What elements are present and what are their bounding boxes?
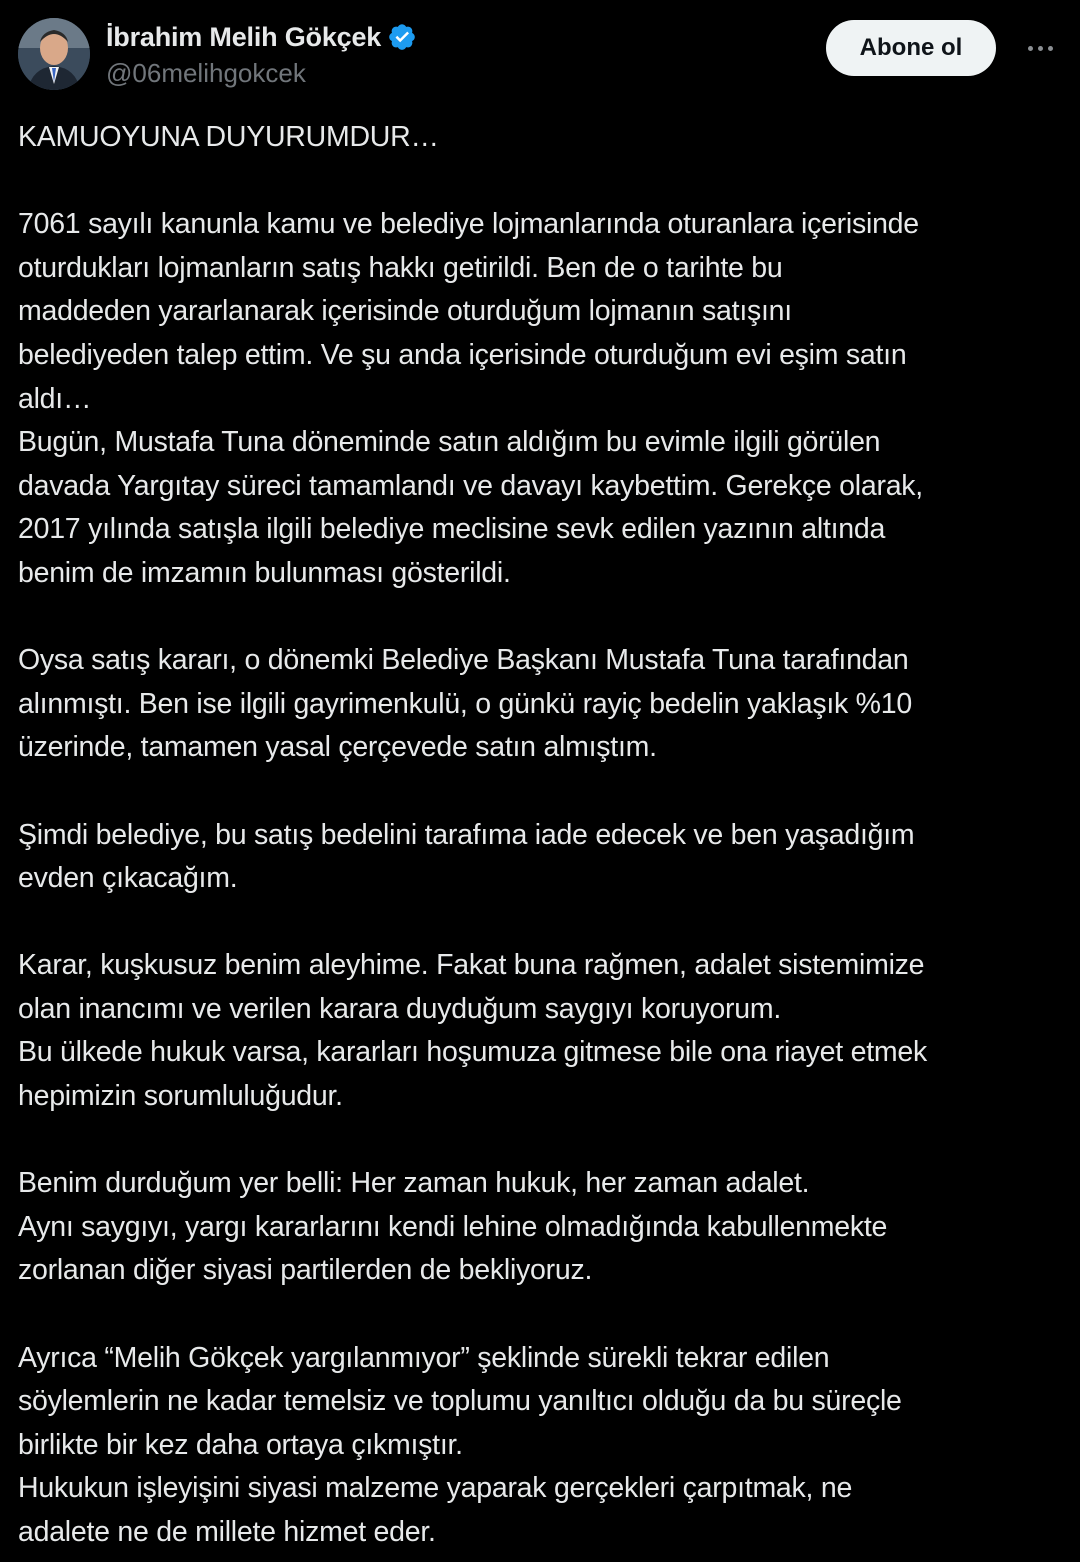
avatar-image: [18, 18, 90, 90]
tweet-text-line: Hukukun işleyişini siyasi malzeme yaparak gerçekleri çarpıtmak, ne: [18, 1472, 853, 1505]
handle[interactable]: @06melihgokcek: [106, 58, 306, 88]
paragraph-gap: [18, 596, 1062, 640]
tweet-text-line: aldı…: [18, 382, 92, 415]
tweet-text-line: evden çıkacağım.: [18, 862, 238, 895]
tweet-text-line: adalete ne de millete hizmet eder.: [18, 1516, 436, 1548]
tweet-text-line: Bu ülkede hukuk varsa, kararları hoşumuza gitmese bile ona riayet etmek: [18, 1036, 927, 1069]
tweet-text-line: 2017 yılında satışla ilgili belediye meclisine sevk edilen yazının altında: [18, 513, 886, 546]
tweet-text-line: KAMUOYUNA DUYURUMDUR…: [18, 121, 439, 153]
tweet-text-line: üzerinde, tamamen yasal çerçevede satın almıştım.: [18, 731, 657, 764]
tweet-text-line: Karar, kuşkusuz benim aleyhime. Fakat buna rağmen, adalet sistemimize: [18, 949, 925, 982]
paragraph-gap: [18, 901, 1062, 945]
tweet-text-line: Benim durduğum yer belli: Her zaman hukuk, her zaman adalet.: [18, 1167, 810, 1200]
tweet-text-line: söylemlerin ne kadar temelsiz ve toplumu yanıltıcı olduğu da bu süreçle: [18, 1385, 902, 1418]
paragraph-gap: [18, 770, 1062, 814]
verified-badge-icon: [387, 22, 417, 52]
author-info: [106, 20, 417, 89]
tweet-text-line: davada Yargıtay süreci tamamlandı ve davayı kaybettim. Gerekçe olarak,: [18, 469, 923, 502]
tweet-text-line: birlikte bir kez daha ortaya çıkmıştır.: [18, 1428, 463, 1461]
more-options-icon[interactable]: [1018, 28, 1062, 68]
paragraph-gap: [18, 1119, 1062, 1163]
paragraph-gap: [18, 160, 1062, 204]
tweet-text-line: hepimizin sorumluluğudur.: [18, 1080, 343, 1113]
tweet-text-line: maddeden yararlanarak içerisinde oturduğum lojmanın satışını: [18, 295, 792, 328]
display-name[interactable]: İbrahim Melih Gökçek: [106, 21, 382, 52]
display-name-row: [106, 20, 417, 54]
tweet-text-line: Şimdi belediye, bu satış bedelini tarafıma iade edecek ve ben yaşadığım: [18, 818, 915, 851]
tweet-text-line: 7061 sayılı kanunla kamu ve belediye lojmanlarında oturanlara içerisinde: [18, 208, 919, 241]
tweet-text-line: Oysa satış kararı, o dönemki Belediye Başkanı Mustafa Tuna tarafından: [18, 644, 909, 677]
tweet-text-line: olan inancımı ve verilen karara duyduğum saygıyı koruyorum.: [18, 992, 782, 1025]
tweet-header: [18, 16, 1062, 96]
tweet-text-line: Aynı saygıyı, yargı kararlarını kendi lehine olmadığında kabullenmekte: [18, 1210, 888, 1243]
tweet-text-line: Ayrıca “Melih Gökçek yargılanmıyor” şeklinde sürekli tekrar edilen: [18, 1341, 830, 1374]
paragraph-gap: [18, 1293, 1062, 1337]
tweet-text-line: zorlanan diğer siyasi partilerden de bekliyoruz.: [18, 1254, 593, 1287]
tweet-text-line: Bugün, Mustafa Tuna döneminde satın aldığım bu evimle ilgili görülen: [18, 426, 881, 459]
tweet-text-line: alınmıştı. Ben ise ilgili gayrimenkulü, o günkü rayiç bedelin yaklaşık %10: [18, 687, 912, 720]
follow-button[interactable]: Abone ol: [826, 20, 996, 76]
tweet-text-line: benim de imzamın bulunması gösterildi.: [18, 556, 511, 589]
tweet-text-line: belediyeden talep ettim. Ve şu anda içerisinde oturduğum evi eşim satın: [18, 338, 907, 371]
avatar[interactable]: [18, 18, 90, 90]
tweet-text: [18, 116, 1062, 1555]
tweet-text-line: oturdukları lojmanların satış hakkı getirildi. Ben de o tarihte bu: [18, 251, 783, 284]
